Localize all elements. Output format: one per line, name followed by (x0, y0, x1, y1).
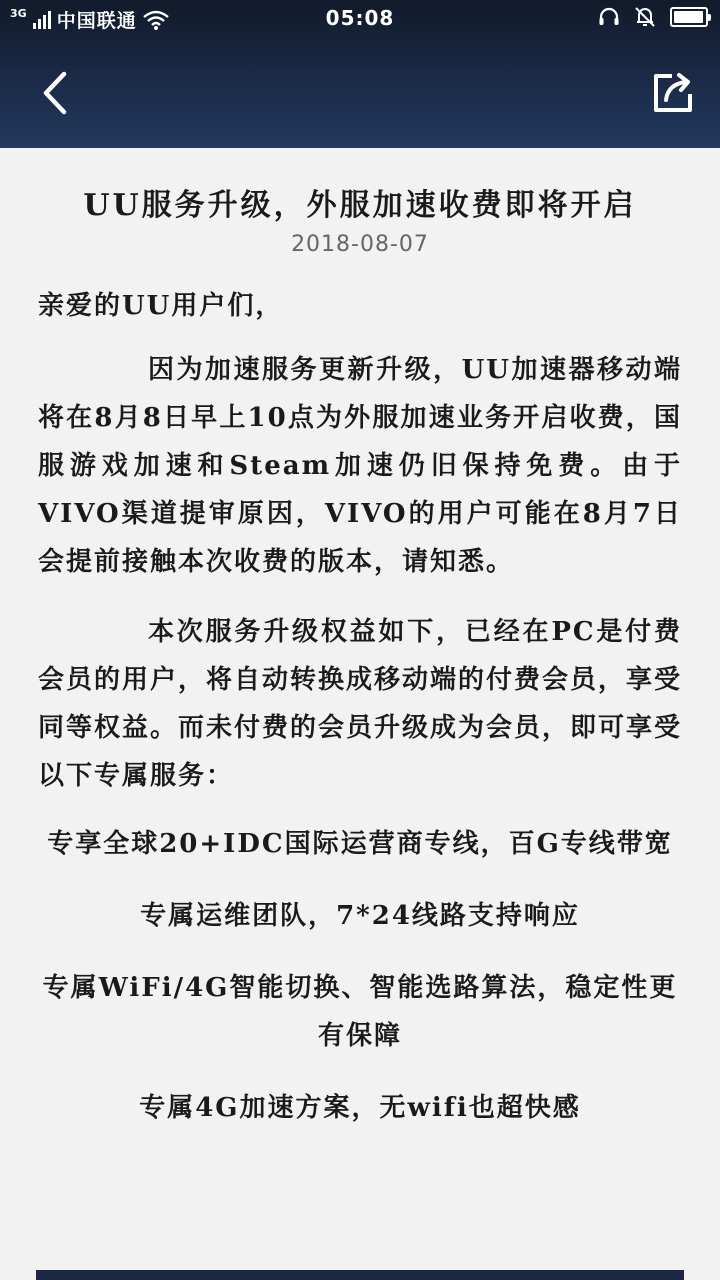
headset-icon (598, 7, 620, 27)
bottom-banner[interactable] (36, 1270, 684, 1280)
status-bar (0, 0, 720, 36)
chevron-left-icon (46, 74, 64, 112)
article-paragraph-1: 因为加速服务更新升级，UU加速器移动端将在8月8日早上10点为外服加速业务开启收费，国服游戏加速和Steam加速仍旧保持免费。由于VIVO渠道提审原因，VIVO的用户可能在8月7日会提前接触本次收费的版本，请知悉。 (38, 355, 682, 577)
app-header (0, 0, 720, 148)
feature-list (38, 820, 682, 1132)
share-button[interactable] (648, 68, 698, 118)
article-paragraph-2: 本次服务升级权益如下，已经在PC是付费会员的用户，将自动转换成移动端的付费会员，享受同等权益。而未付费的会员升级成为会员，即可享受以下专属服务： (38, 617, 683, 791)
feature-item-smart-switch: 专属WiFi/4G智能切换、智能选路算法，稳定性更有保障 (42, 973, 678, 1051)
back-button[interactable] (34, 68, 78, 118)
battery-fill (674, 11, 703, 23)
feature-item-support: 专属运维团队，7*24线路支持响应 (140, 901, 580, 931)
mute-icon (634, 6, 656, 28)
article-content[interactable] (0, 148, 720, 1280)
article-greeting: 亲爱的UU用户们， (38, 291, 284, 321)
status-time: 05:08 (325, 6, 395, 30)
feature-item-bandwidth: 专享全球20+IDC国际运营商专线，百G专线带宽 (47, 829, 673, 859)
article-date: 2018-08-07 (291, 232, 429, 257)
article-title: UU服务升级，外服加速收费即将开启 (83, 188, 637, 223)
carrier-name: 中国联通 (56, 10, 137, 32)
feature-item-4g: 专属4G加速方案，无wifi也超快感 (139, 1093, 581, 1123)
status-right (598, 6, 708, 28)
network-type: 3G (10, 7, 27, 20)
battery-icon (670, 7, 708, 27)
share-icon (656, 75, 690, 110)
